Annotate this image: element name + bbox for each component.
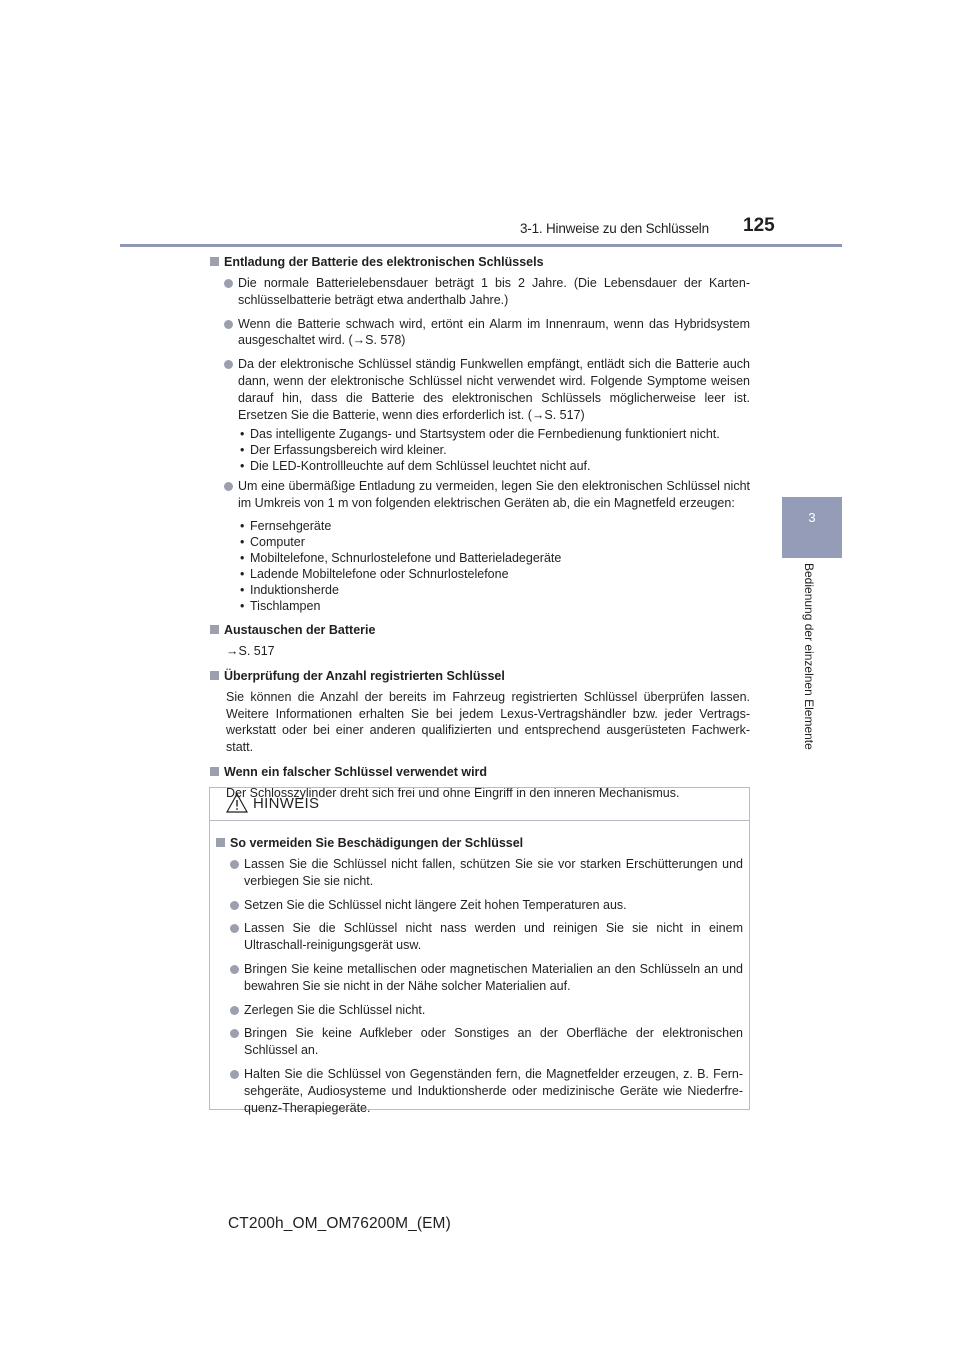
symptom-item: • Das intelligente Zugangs- und Startsystem oder die Fernbedienung funktioniert nicht. <box>240 427 720 442</box>
notice-item-text: Bringen Sie keine Aufkleber oder Sonstiges an der Oberfläche der elektronischen Schlüssel an. <box>244 1026 743 1058</box>
chapter-label: Bedienung der einzelnen Elemente <box>802 563 816 750</box>
round-bullet-icon <box>224 360 233 369</box>
device-item: • Tischlampen <box>240 598 321 613</box>
notice-item <box>216 961 743 995</box>
symptom-item: • Die LED-Kontrollleuchte auf dem Schlüssel leuchtet nicht auf. <box>240 459 591 474</box>
chapter-tab: 3 <box>782 497 842 558</box>
round-bullet-icon <box>230 860 239 869</box>
section-body: Der Schlosszylinder dreht sich frei und ohne Eingriff in den inneren Mechanismus. <box>226 785 680 800</box>
section-title-text: Austauschen der Batterie <box>224 622 376 637</box>
page-number: 125 <box>743 215 775 236</box>
symptom-text: Der Erfassungsbereich wird kleiner. <box>250 443 447 458</box>
device-text: Tischlampen <box>250 598 321 613</box>
square-bullet-icon <box>210 625 219 634</box>
device-text: Fernsehgeräte <box>250 518 332 533</box>
notice-item-text: Lassen Sie die Schlüssel nicht nass werden und reinigen Sie sie nicht in einem Ultraschall-reinigungsgerät usw. <box>244 921 743 953</box>
round-bullet-icon <box>230 924 239 933</box>
list-item-text: Da der elektronische Schlüssel ständig Funkwellen empfängt, entlädt sich die Batterie auch dann, wenn der elektronische Schlüssel nicht verwendet wird. Folgende Symptome weisen darauf hin, dass die Batterie des elektronischen Schlüssels möglicherweise leer ist. Ersetzen Sie die Batterie, wenn dies erforderlich ist. (→S. 517) <box>238 357 750 422</box>
section-title-check-keys <box>210 667 750 685</box>
square-bullet-icon <box>210 257 219 266</box>
header-title: 3-1. Hinweise zu den Schlüsseln <box>520 221 709 236</box>
square-bullet-icon <box>216 838 225 847</box>
round-bullet-icon <box>224 320 233 329</box>
notice-item-text: Setzen Sie die Schlüssel nicht längere Zeit hohen Temperaturen aus. <box>244 897 627 912</box>
device-item: • Ladende Mobiltelefone oder Schnurlostelefone <box>240 566 509 581</box>
device-list <box>210 518 750 614</box>
round-bullet-icon <box>230 1006 239 1015</box>
section-title-replace-battery <box>210 621 750 639</box>
section-title-wrong-key <box>210 763 750 781</box>
section-title-text: Wenn ein falscher Schlüssel verwendet wird <box>224 764 488 779</box>
device-text: Ladende Mobiltelefone oder Schnurlostelefone <box>250 566 509 581</box>
notice-item-text: Halten Sie die Schlüssel von Gegenständen fern, die Magnetfelder erzeugen, z. B. Fern-sehgeräte, Audiosysteme und Induktionsherde oder medizinische Geräte wie Niederfre-quenz-Therapiegeräte. <box>244 1066 743 1115</box>
list-item <box>210 356 750 423</box>
notice-item-text: Bringen Sie keine metallischen oder magnetischen Materialien an den Schlüsseln an und bewahren Sie sie nicht in der Nähe solcher Materialien auf. <box>244 961 743 993</box>
symptom-text: Die LED-Kontrollleuchte auf dem Schlüssel leuchtet nicht auf. <box>250 459 591 474</box>
header-rule <box>120 244 842 247</box>
footer-code: CT200h_OM_OM76200M_(EM) <box>228 1215 451 1232</box>
page-reference: →S. 517 <box>226 643 275 658</box>
device-item: • Mobiltelefone, Schnurlostelefone und Batterieladegeräte <box>240 550 562 565</box>
notice-item <box>216 1066 743 1116</box>
device-item: • Fernsehgeräte <box>240 518 332 533</box>
notice-title: HINWEIS <box>253 795 320 812</box>
section-body: Sie können die Anzahl der bereits im Fahrzeug registrierten Schlüssel überprüfen lassen. Weitere Informationen erhalten Sie bei jedem Lexus-Vertragshändler bzw. jeder Vertrags-werkstatt oder bei einer anderen qualifizierten und entsprechend ausgerüsteten Fachwerk-statt. <box>226 689 750 755</box>
symptom-list <box>210 426 750 474</box>
list-item-text: Die normale Batterielebensdauer beträgt 1 bis 2 Jahre. (Die Lebensdauer der Karten-schlüsselbatterie beträgt etwa anderthalb Jahre.) <box>238 276 750 307</box>
list-item <box>210 478 750 512</box>
round-bullet-icon <box>230 1029 239 1038</box>
notice-box <box>209 787 750 1115</box>
notice-item-text: Lassen Sie die Schlüssel nicht fallen, schützen Sie sie vor starken Erschütterungen und verbiegen Sie sie nicht. <box>244 857 743 888</box>
notice-subtitle-text: So vermeiden Sie Beschädigungen der Schlüssel <box>230 836 524 850</box>
device-text: Induktionsherde <box>250 582 339 597</box>
section-title-text: Entladung der Batterie des elektronischen Schlüssels <box>224 255 544 269</box>
notice-item <box>216 897 743 914</box>
round-bullet-icon <box>224 279 233 288</box>
round-bullet-icon <box>230 901 239 910</box>
notice-subtitle <box>216 834 743 852</box>
main-content <box>210 253 750 802</box>
notice-header <box>210 788 749 821</box>
round-bullet-icon <box>230 965 239 974</box>
symptom-text: Das intelligente Zugangs- und Startsystem oder die Fernbedienung funktioniert nicht. <box>250 427 720 442</box>
list-item <box>210 316 750 350</box>
device-item: • Induktionsherde <box>240 582 339 597</box>
notice-item <box>216 856 743 890</box>
device-item: • Computer <box>240 534 305 549</box>
square-bullet-icon <box>210 767 219 776</box>
section-title-battery-discharge <box>210 253 750 271</box>
device-text: Mobiltelefone, Schnurlostelefone und Batterieladegeräte <box>250 550 562 565</box>
notice-item <box>216 1002 743 1019</box>
section-title-text: Überprüfung der Anzahl registrierten Schlüssel <box>224 668 505 683</box>
round-bullet-icon <box>224 482 233 491</box>
notice-body <box>210 821 749 1116</box>
device-text: Computer <box>250 534 305 549</box>
square-bullet-icon <box>210 671 219 680</box>
notice-item <box>216 1025 743 1059</box>
symptom-item: • Der Erfassungsbereich wird kleiner. <box>240 443 447 458</box>
round-bullet-icon <box>230 1070 239 1079</box>
warning-triangle-icon <box>226 793 248 813</box>
notice-item-text: Zerlegen Sie die Schlüssel nicht. <box>244 1002 426 1017</box>
list-item <box>210 275 750 309</box>
list-item-text: Wenn die Batterie schwach wird, ertönt ein Alarm im Innenraum, wenn das Hybridsystem ausgeschaltet wird. (→S. 578) <box>238 316 750 348</box>
notice-item <box>216 920 743 954</box>
list-item-text: Um eine übermäßige Entladung zu vermeiden, legen Sie den elektronischen Schlüssel nicht im Umkreis von 1 m von folgenden elektrischen Geräten ab, die ein Magnetfeld erzeugen: <box>238 479 750 511</box>
